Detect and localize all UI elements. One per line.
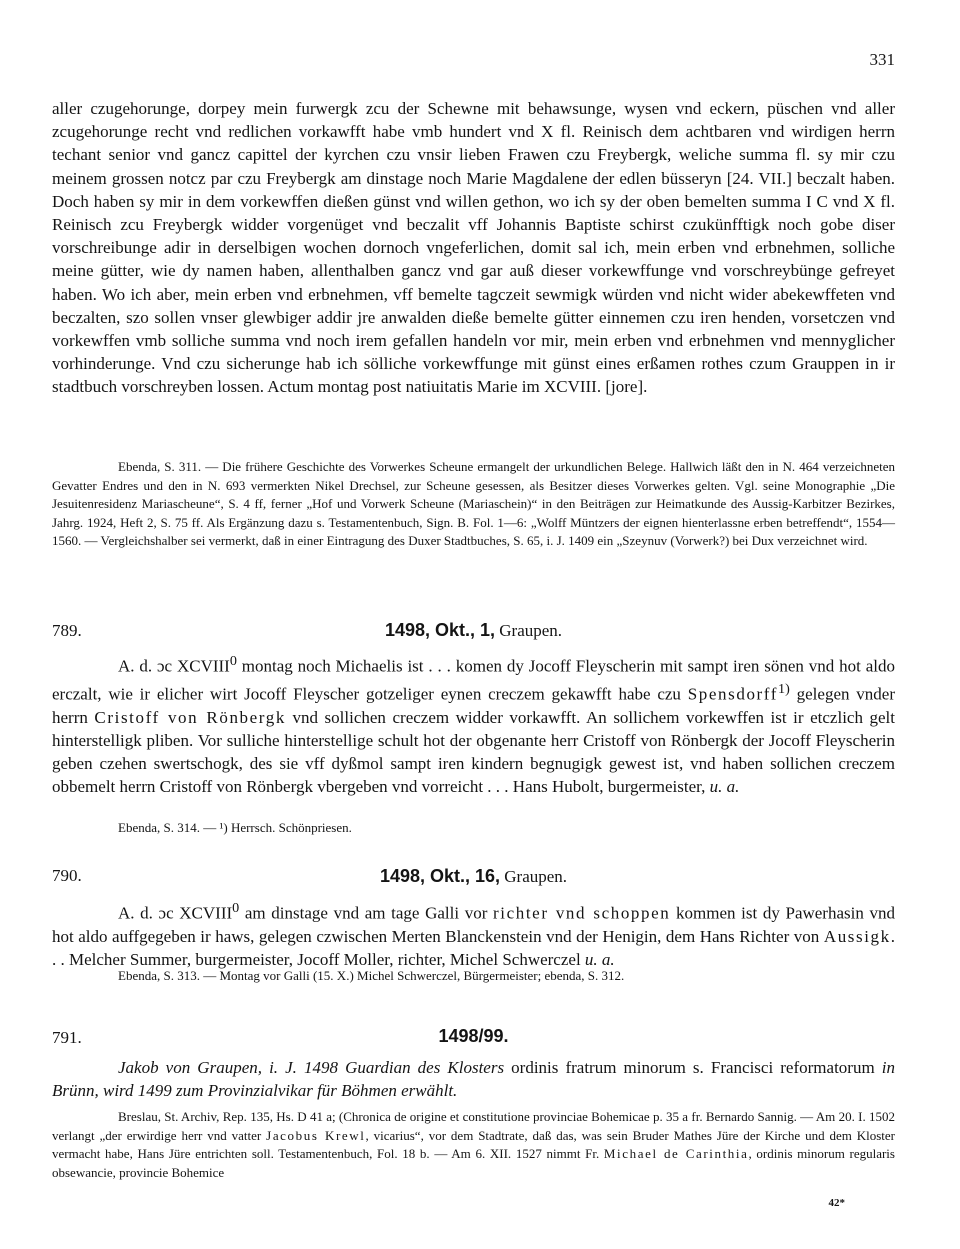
superscript: 0	[232, 900, 240, 916]
entry-heading	[52, 1026, 895, 1047]
entry-date: 1498, Okt., 16,	[379, 866, 501, 886]
italic-abbrev: u. a.	[584, 950, 615, 970]
source-note: Ebenda, S. 314. — ¹) Herrsch. Schönpriesen.	[118, 820, 352, 835]
entry-date: 1498, Okt., 1,	[384, 620, 496, 640]
source-note: Breslau, St. Archiv, Rep. 135, Hs. D 41 a; (Chronica de origine et constitutione provinciae Bohemicae p. 35 a fr. Bernardo Sannig. — Am 20. I. 1502 verlangt „der erwirdige herr vnd vatter Jacobus Krewl, vicarius“, vor dem Stadtrate, daß das, was sein Bruder Mathes Jüre der Kirche und dem Kloster vermacht habe, Hans Jüre entrichten soll. Testamentenbuch, Fol. 18 b. — Am 6. XII. 1527 nimmt Fr. Michael de Carinthia, ordinis minorum regularis obsewancie, provincie Bohemice	[52, 1109, 896, 1180]
spaced-name: richter vnd schoppen	[493, 903, 671, 923]
footnote-marker: 1)	[778, 680, 790, 697]
signature-mark: 42*	[828, 1197, 845, 1209]
entry-heading	[52, 620, 895, 641]
spaced-name: Cristoff von Rönbergk	[94, 707, 286, 727]
entry-text: A. d. ɔc XCVIII$^0$ montag noch Michaelis ist . . . komen dy Jocoff Fleyscherin mit sampt iren sönen vnd hot aldo erczalt, wie ir elicher wirt Jocoff Fleyscher gotzeliger eynen creczem gekawfft habe czu Spensdorff$^{1)}$ gelegen vnder herrn Cristoff von Rönbergk vnd sollichen creczem widder vorkawfft. An sollichem vorkewffen ist ir etczlich gelt hinterstelligk pliben. Vor sulliche hinterstellige schult hot der obgenante herr Cristoff von Rönbergk der Jocoff Fleyscherin geben czehen swertschogk, des sie vff dyßmol sampt iren kindern begnugigk gewest ist, vnd haben sollichen creczem obbemelt herrn Cristoff von Rönbergk vbergeben vnd vorreicht . . . Hans Hubolt, burgermeister, u. a.	[52, 653, 896, 797]
entry-heading	[52, 866, 895, 887]
entry-text: A. d. ɔc XCVIII$^0$ am dinstage vnd am tage Galli vor richter vnd schoppen kommen ist dy Pawerhasin vnd hot aldo auffgegeben ir haws, gelegen czwischen Merten Blanckenstein vnd der Henigin, dem Hans Richter von Aussigk. . . Melcher Summer, burgermeister, Jocoff Moller, richter, Michel Schwerczel u. a.	[52, 900, 895, 970]
continued-text: aller czugehorunge, dorpey mein furwergk zcu der Schewne mit behawsunge, wysen vnd eckern, püschen vnd aller zcugehorunge recht vnd redlichen vorkawfft habe vmb hundert vnd X fl. Reinisch dem achtbaren vnd wirdigen herrn techant senior vnd gancz capittel der kyrchen czu vnsir lieben Frawen czu Freybergk, weliche summa fl. sy mir czu meinem grossen notcz par czu Freybergk am dinstage noch Marie Magdalene der edlen büsseryn [24. VII.] beczalt haben. Doch haben sy mir in dem vorkewffen dießen günst vnd willen gethon, wo ich sy der oben bemelten summa I C vnd X fl. Reinisch zcu Freybergk widder vorgenüget vnd beczalit vff Johannis Baptiste schirst czukünfftigk noch gobe diser vorschreibunge adir in derselbigen wochen dornoch vngeferlichen, domit sal ich, mein erben vnd erbnehmen, solliche meine gütter, wie dy namen haben, allenthalben gancz vnd gar auß dieser vorkewffunge vnd vorschreybünge gefreyet haben. Wo ich aber, mein erben vnd erbnehmen, vff bemelte tagczeit sewmigk würden vnd nicht wider abekewffeten vnd beczalten, szo sollen vnser glewbiger addir jre anwalden dieße bemelte gütter einnemen czu iren henden, vorsetczen vnd vorkewffen vmb solliche summa vnd noch irem gefallen handeln vor mir, mein erben vnd erbnehmen vnd mennyglicher vorhinderunge. Vnd czu sicherunge hab ich sölliche vorkewffunge mit günst eines erßamen rothes czum Grauppen in ir stadtbuch vorschreyben lossen. Actum montag post natiuitatis Marie im XCVIII. [jore].	[52, 99, 895, 397]
spaced-name: Aussigk	[823, 926, 891, 946]
italic-abbrev: u. a.	[709, 777, 740, 797]
entry-text: Jakob von Graupen, i. J. 1498 Guardian des Klosters ordinis fratrum minorum s. Francisci reformatorum in Brünn, wird 1499 zum Provinzialvikar für Böhmen erwählt.	[52, 1058, 895, 1101]
spaced-name: Michael de Carinthia	[603, 1146, 749, 1162]
entry-date: 1498/99.	[438, 1026, 509, 1046]
entry-number: 789.	[52, 621, 82, 640]
page-number: 331	[869, 50, 895, 69]
entry-number: 790.	[52, 866, 82, 885]
source-note: Ebenda, S. 311. — Die frühere Geschichte des Vorwerkes Scheune ermangelt der urkundlichen Belege. Hallwich läßt den in N. 464 verzeichneten Gevatter Endres und den in N. 693 vermerkten Nikel Drechsel, zur Scheune gesessen, als Besitzer dieses Vorwerkes gelten. Vgl. seine Monographie „Die Jesuitenresidenz Mariascheune“, S. 4 ff, ferner „Hof und Vorwerk Scheune (Mariaschein)“ in den Beiträgen zur Heimatkunde des Aussig-Karbitzer Bezirkes, Jahrg. 1924, Heft 2, S. 75 ff. Als Ergänzung dazu s. Testamentenbuch, Sign. B. Fol. 1—6: „Wolff Müntzers der eignen hienterlassne erben betreffendt“, 1554—1560. — Vergleichshalber sei vermerkt, daß in einer Eintragung des Duxer Stadtbuches, S. 65, i. J. 1409 ein „Szeynuv (Vorwerk?) bei Dux verzeichnet wird.	[52, 459, 895, 549]
italic-text: Jakob von Graupen, i. J. 1498 Guardian des Klosters	[118, 1058, 505, 1077]
italic-text: in Brünn, wird 1499 zum Provinzialvikar für Böhmen erwählt.	[52, 1058, 895, 1101]
entry-place: Graupen.	[504, 867, 568, 886]
spaced-name: Spensdorff	[687, 684, 779, 704]
source-note: Ebenda, S. 313. — Montag vor Galli (15. X.) Michel Schwerczel, Bürgermeister; ebenda, S. 312.	[118, 968, 625, 983]
spaced-name: Jacobus Krewl	[266, 1127, 366, 1143]
entry-number: 791.	[52, 1028, 82, 1047]
entry-place: Graupen.	[499, 621, 563, 640]
superscript: 0	[229, 653, 237, 669]
